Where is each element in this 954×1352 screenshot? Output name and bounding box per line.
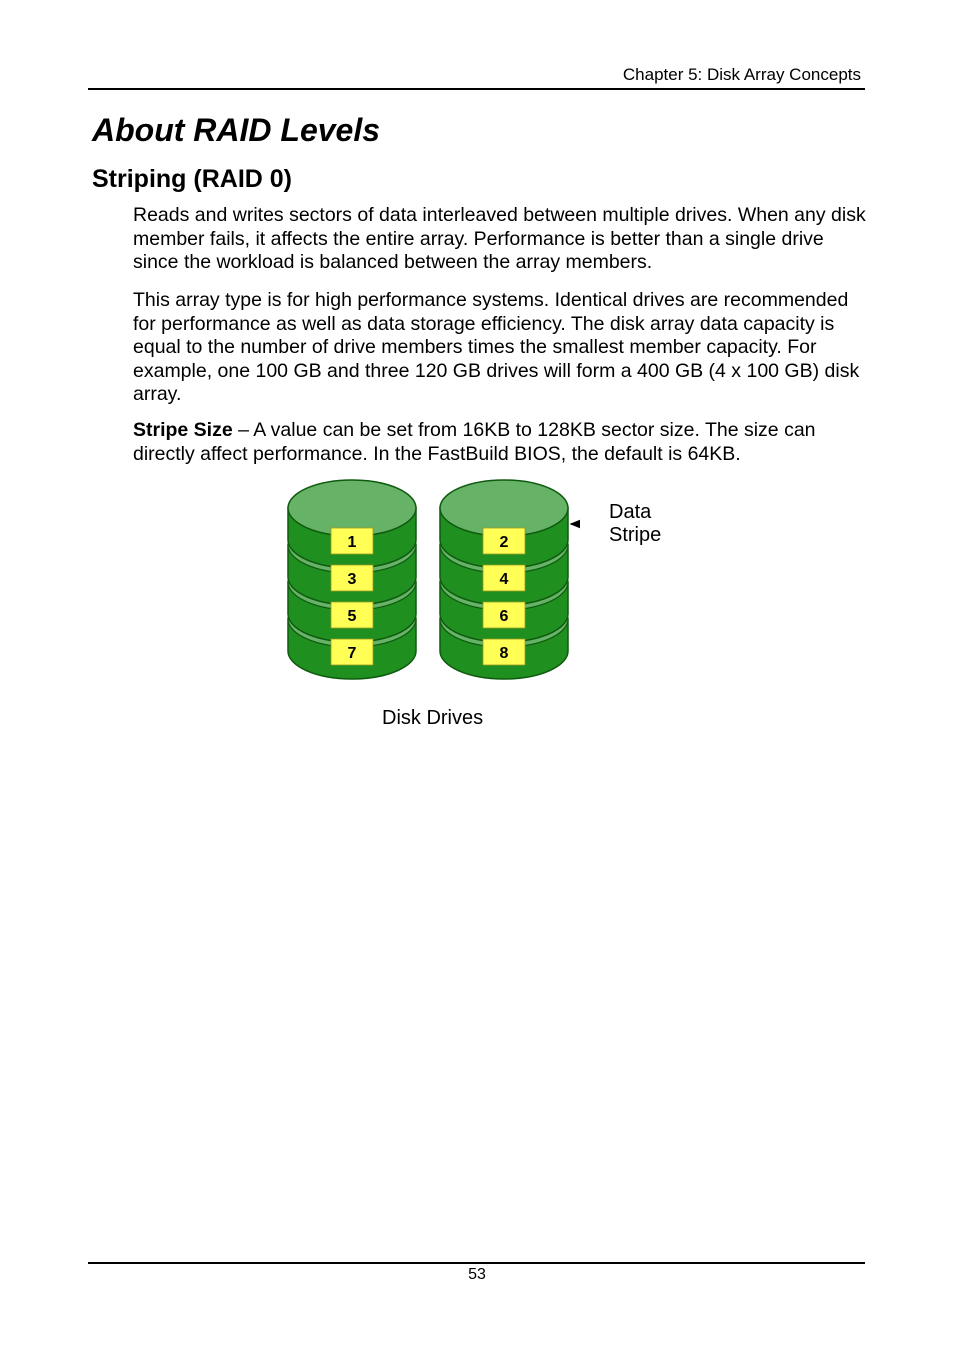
paragraph-stripe-size bbox=[133, 419, 873, 466]
data-stripe-label bbox=[609, 501, 661, 547]
stripe-number: 6 bbox=[499, 608, 509, 625]
header-rule bbox=[88, 88, 865, 90]
chapter-header: Chapter 5: Disk Array Concepts bbox=[622, 65, 861, 84]
page-title: About RAID Levels bbox=[92, 112, 381, 148]
section-title: Striping (RAID 0) bbox=[92, 165, 292, 193]
stripe-number: 1 bbox=[347, 534, 357, 551]
data-stripe-label-line2: Stripe bbox=[609, 524, 662, 546]
page-number: 53 bbox=[468, 1266, 486, 1283]
stripe-number: 2 bbox=[499, 534, 509, 551]
diagram-caption: Disk Drives bbox=[382, 707, 484, 729]
stripe-size-label: Stripe Size bbox=[133, 419, 233, 441]
stripe-number: 7 bbox=[347, 645, 357, 662]
disk-drives-diagram bbox=[280, 478, 580, 688]
disk-top bbox=[288, 480, 416, 536]
disk-drive bbox=[440, 480, 568, 679]
stripe-number: 5 bbox=[347, 608, 357, 625]
disk-drive bbox=[288, 480, 416, 679]
disk-top bbox=[440, 480, 568, 536]
data-stripe-label-line1: Data bbox=[609, 501, 652, 523]
paragraph-capacity: This array type is for high performance systems. Identical drives are recommended for performance as well as data storage efficiency. The disk array data capacity is equal to the number of drive members times the smallest member capacity. For example, one 100 GB and three 120 GB drives will form a 400 GB (4 x 100 GB) disk array. bbox=[133, 289, 860, 405]
stripe-number: 4 bbox=[499, 571, 509, 588]
footer-rule bbox=[88, 1262, 865, 1264]
paragraph-description: Reads and writes sectors of data interleaved between multiple drives. When any disk member fails, it affects the entire array. Performance is better than a single drive since the workload is balanced between the array members. bbox=[133, 204, 866, 273]
stripe-number: 3 bbox=[347, 571, 357, 588]
stripe-number: 8 bbox=[499, 645, 509, 662]
stripe-size-text: – A value can be set from 16KB to 128KB sector size. The size can directly affect performance. In the FastBuild BIOS, the default is 64KB. bbox=[133, 419, 816, 465]
